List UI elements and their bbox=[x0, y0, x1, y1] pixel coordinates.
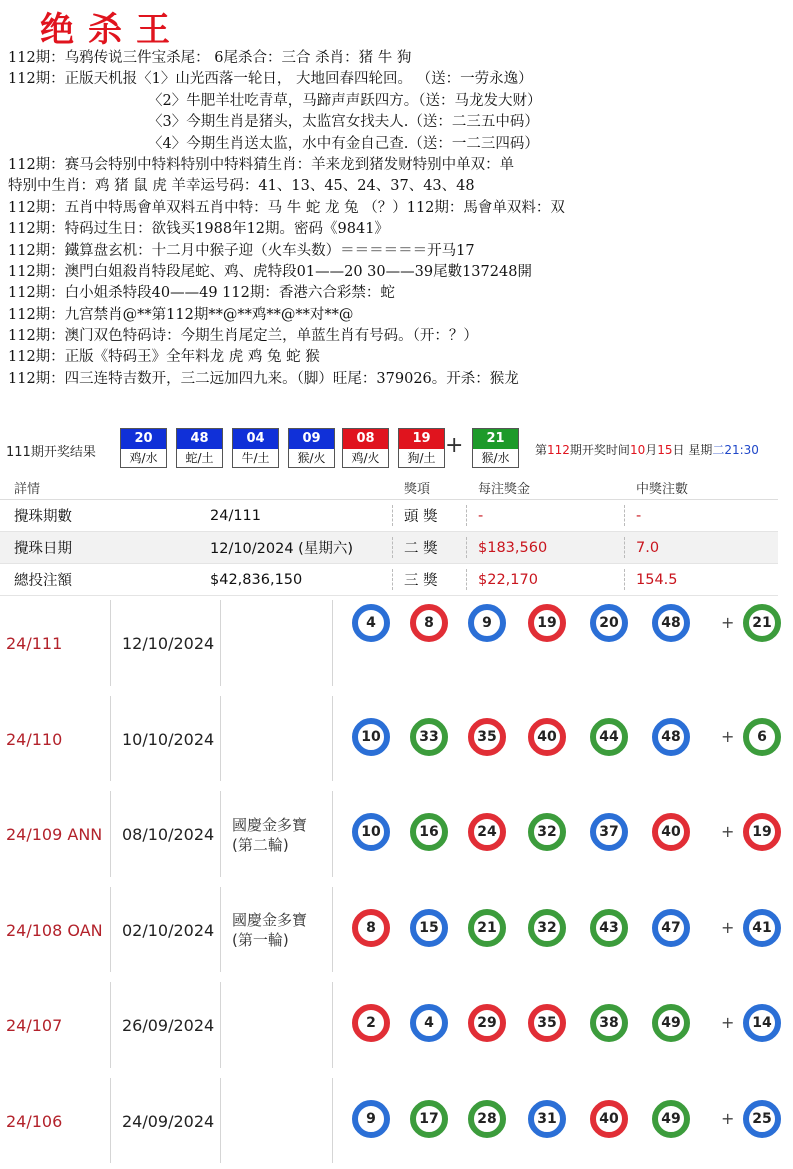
next-draw-period: 112 bbox=[547, 443, 570, 457]
lottery-ball bbox=[410, 718, 448, 756]
result-ball bbox=[288, 428, 335, 468]
column-divider bbox=[220, 791, 221, 877]
draw-results-list bbox=[0, 596, 793, 1169]
column-divider bbox=[624, 569, 626, 590]
result-ball bbox=[342, 428, 389, 468]
next-draw-month-unit: 月 bbox=[645, 443, 657, 457]
column-divider bbox=[466, 569, 468, 590]
special-ball bbox=[743, 1004, 781, 1042]
special-ball-number: 21 bbox=[750, 611, 774, 635]
lottery-ball-number: 28 bbox=[475, 1107, 499, 1131]
column-divider bbox=[332, 887, 333, 973]
result-ball bbox=[120, 428, 167, 468]
prize-winners: 7.0 bbox=[636, 532, 659, 563]
lottery-ball bbox=[410, 1100, 448, 1138]
next-draw-weekday: 二 bbox=[712, 443, 724, 457]
prediction-line: 112期：正版《特码王》全年料龙 虎 鸡 兔 蛇 猴 bbox=[8, 347, 788, 368]
lottery-ball bbox=[352, 1100, 390, 1138]
lottery-ball bbox=[590, 813, 628, 851]
prize-row-label: 攪珠日期 bbox=[14, 532, 72, 563]
prize-row bbox=[0, 532, 778, 564]
draw-row bbox=[0, 978, 793, 1074]
column-divider bbox=[466, 537, 468, 558]
result-special-ball bbox=[472, 428, 519, 468]
lottery-ball bbox=[652, 1100, 690, 1138]
next-draw-month: 10 bbox=[630, 443, 645, 457]
lottery-ball bbox=[468, 909, 506, 947]
column-divider bbox=[110, 1078, 111, 1164]
lottery-ball-number: 48 bbox=[659, 611, 683, 635]
result-ball-zodiac: 牛/土 bbox=[233, 449, 278, 467]
lottery-ball-number: 40 bbox=[659, 820, 683, 844]
draw-date: 26/09/2024 bbox=[122, 978, 214, 1074]
next-draw-day-unit: 日 星期 bbox=[673, 443, 713, 457]
prize-amount: $22,170 bbox=[478, 564, 538, 595]
prize-winners: 154.5 bbox=[636, 564, 678, 595]
lottery-ball-number: 4 bbox=[359, 611, 383, 635]
plus-sign: + bbox=[721, 1109, 734, 1128]
prize-table-header bbox=[0, 475, 778, 500]
column-divider bbox=[220, 1078, 221, 1164]
column-divider bbox=[624, 505, 626, 526]
result-ball-number: 20 bbox=[121, 429, 166, 449]
draw-id: 24/108 OAN bbox=[6, 883, 103, 979]
draw-id: 24/107 bbox=[6, 978, 62, 1074]
lottery-ball bbox=[410, 813, 448, 851]
lottery-ball bbox=[528, 813, 566, 851]
special-ball bbox=[743, 909, 781, 947]
plus-sign: + bbox=[721, 727, 734, 746]
lottery-ball-number: 8 bbox=[417, 611, 441, 635]
lottery-ball-number: 35 bbox=[535, 1011, 559, 1035]
lottery-ball-number: 40 bbox=[597, 1107, 621, 1131]
lottery-ball-number: 4 bbox=[417, 1011, 441, 1035]
result-ball-number: 04 bbox=[233, 429, 278, 449]
next-draw-day: 15 bbox=[657, 443, 672, 457]
result-ball bbox=[176, 428, 223, 468]
plus-sign: + bbox=[721, 822, 734, 841]
lottery-ball bbox=[652, 1004, 690, 1042]
lottery-ball-number: 16 bbox=[417, 820, 441, 844]
lottery-ball-number: 47 bbox=[659, 916, 683, 940]
draw-row bbox=[0, 787, 793, 883]
lottery-ball-number: 19 bbox=[535, 611, 559, 635]
lottery-ball bbox=[652, 909, 690, 947]
prize-amount: $183,560 bbox=[478, 532, 547, 563]
prediction-line: 112期：九宫禁肖@**第112期**@**鸡**@**对**@ bbox=[8, 305, 788, 326]
result-ball bbox=[398, 428, 445, 468]
prediction-line: 112期：特码过生日：欲钱买1988年12期。密码《9841》 bbox=[8, 219, 788, 240]
lottery-ball-number: 31 bbox=[535, 1107, 559, 1131]
result-ball-number: 48 bbox=[177, 429, 222, 449]
result-ball-number: 09 bbox=[289, 429, 334, 449]
draw-id: 24/106 bbox=[6, 1074, 62, 1169]
lottery-ball bbox=[590, 1004, 628, 1042]
lottery-ball-number: 38 bbox=[597, 1011, 621, 1035]
column-divider bbox=[466, 505, 468, 526]
prediction-line: 特别中生肖：鸡 猪 鼠 虎 羊幸运号码：41、13、45、24、37、43、48 bbox=[8, 176, 788, 197]
lottery-ball bbox=[352, 604, 390, 642]
lottery-ball bbox=[590, 909, 628, 947]
column-divider bbox=[392, 537, 394, 558]
special-ball-number: 14 bbox=[750, 1011, 774, 1035]
lottery-ball-number: 10 bbox=[359, 725, 383, 749]
column-divider bbox=[110, 887, 111, 973]
lottery-ball-number: 8 bbox=[359, 916, 383, 940]
result-ball-zodiac: 鸡/水 bbox=[121, 449, 166, 467]
prediction-line: 〈4〉今期生肖送太监，水中有金自己查.（送：一二三四码） bbox=[8, 134, 788, 155]
lottery-ball bbox=[652, 604, 690, 642]
column-divider bbox=[332, 1078, 333, 1164]
plus-sign: + bbox=[721, 613, 734, 632]
header-amount: 每注獎金 bbox=[478, 475, 530, 499]
result-ball-number: 08 bbox=[343, 429, 388, 449]
column-divider bbox=[392, 505, 394, 526]
draw-date: 12/10/2024 bbox=[122, 596, 214, 692]
column-divider bbox=[332, 696, 333, 782]
plus-sign: + bbox=[445, 433, 463, 458]
column-divider bbox=[110, 982, 111, 1068]
lottery-ball-number: 15 bbox=[417, 916, 441, 940]
next-draw-text: 期开奖时间 bbox=[570, 443, 630, 457]
draw-date: 10/10/2024 bbox=[122, 692, 214, 788]
result-bar bbox=[0, 427, 793, 472]
prize-winners: - bbox=[636, 500, 641, 531]
draw-row bbox=[0, 692, 793, 788]
lottery-ball-number: 20 bbox=[597, 611, 621, 635]
header-winners: 中獎注數 bbox=[636, 475, 688, 499]
prize-tier: 三 獎 bbox=[404, 564, 438, 595]
draw-id: 24/111 bbox=[6, 596, 62, 692]
plus-sign: + bbox=[721, 918, 734, 937]
column-divider bbox=[110, 696, 111, 782]
result-ball-number: 19 bbox=[399, 429, 444, 449]
prize-row-label: 攪珠期數 bbox=[14, 500, 72, 531]
lottery-ball-number: 24 bbox=[475, 820, 499, 844]
lottery-ball bbox=[468, 1004, 506, 1042]
lottery-ball bbox=[528, 1100, 566, 1138]
plus-sign: + bbox=[721, 1013, 734, 1032]
lottery-ball bbox=[352, 718, 390, 756]
header-details: 詳情 bbox=[14, 475, 40, 499]
prize-table bbox=[0, 475, 778, 596]
lottery-ball-number: 49 bbox=[659, 1011, 683, 1035]
result-ball-zodiac: 猴/火 bbox=[289, 449, 334, 467]
prize-amount: - bbox=[478, 500, 483, 531]
lottery-ball-number: 2 bbox=[359, 1011, 383, 1035]
result-ball-zodiac: 蛇/土 bbox=[177, 449, 222, 467]
prize-row bbox=[0, 500, 778, 532]
lottery-ball bbox=[528, 718, 566, 756]
lottery-ball-number: 32 bbox=[535, 916, 559, 940]
special-ball-number: 41 bbox=[750, 916, 774, 940]
lottery-ball-number: 10 bbox=[359, 820, 383, 844]
prediction-line: 112期：乌鸦传说三件宝杀尾： 6尾杀合：三合 杀肖：猪 牛 狗 bbox=[8, 48, 788, 69]
lottery-ball-number: 40 bbox=[535, 725, 559, 749]
special-ball bbox=[743, 604, 781, 642]
lottery-ball bbox=[468, 604, 506, 642]
column-divider bbox=[392, 569, 394, 590]
special-ball-number: 6 bbox=[750, 725, 774, 749]
column-divider bbox=[220, 600, 221, 686]
draw-date: 02/10/2024 bbox=[122, 883, 214, 979]
prediction-line: 112期：澳門白姐殺肖特段尾蛇、鸡、虎特段01——20 30——39尾數137248開 bbox=[8, 262, 788, 283]
lottery-ball-number: 43 bbox=[597, 916, 621, 940]
column-divider bbox=[220, 887, 221, 973]
draw-name: 國慶金多寶 (第一輪) bbox=[232, 883, 307, 979]
draw-name: 國慶金多寶 (第二輪) bbox=[232, 787, 307, 883]
prize-tier: 二 獎 bbox=[404, 532, 438, 563]
prediction-line: 112期：赛马会特别中特料特别中特料猜生肖：羊来龙到猪发财特别中单双：单 bbox=[8, 155, 788, 176]
special-ball-number: 19 bbox=[750, 820, 774, 844]
prize-row-label: 總投注額 bbox=[14, 564, 72, 595]
column-divider bbox=[332, 982, 333, 1068]
result-special-zodiac: 猴/水 bbox=[473, 449, 518, 467]
lottery-ball-number: 37 bbox=[597, 820, 621, 844]
draw-row bbox=[0, 596, 793, 692]
draw-date: 08/10/2024 bbox=[122, 787, 214, 883]
next-draw-prefix: 第 bbox=[535, 443, 547, 457]
draw-id: 24/110 bbox=[6, 692, 62, 788]
special-ball bbox=[743, 1100, 781, 1138]
draw-date: 24/09/2024 bbox=[122, 1074, 214, 1169]
prediction-line: 112期：四三连特吉数开，三二远加四九来。（脚）旺尾：379026。开杀：猴龙 bbox=[8, 369, 788, 390]
prize-row-value: $42,836,150 bbox=[210, 564, 302, 595]
result-bar-label: 111期开奖结果 bbox=[6, 441, 96, 460]
page-title: 绝杀王 bbox=[40, 2, 184, 51]
prediction-line: 112期：澳门双色特码诗：今期生肖尾定兰，单蓝生肖有号码。（开：？） bbox=[8, 326, 788, 347]
prediction-lines bbox=[8, 48, 788, 390]
prize-row bbox=[0, 564, 778, 596]
column-divider bbox=[220, 982, 221, 1068]
column-divider bbox=[110, 791, 111, 877]
lottery-ball bbox=[410, 1004, 448, 1042]
lottery-ball bbox=[410, 604, 448, 642]
lottery-ball-number: 9 bbox=[359, 1107, 383, 1131]
lottery-ball bbox=[352, 1004, 390, 1042]
lottery-ball bbox=[352, 813, 390, 851]
column-divider bbox=[110, 600, 111, 686]
lottery-ball bbox=[590, 1100, 628, 1138]
result-ball-zodiac: 鸡/火 bbox=[343, 449, 388, 467]
prediction-line: 112期：五肖中特馬會单双料五肖中特：马 牛 蛇 龙 兔 （？）112期：馬會单双料：双 bbox=[8, 198, 788, 219]
draw-row bbox=[0, 1074, 793, 1169]
lottery-ball bbox=[468, 1100, 506, 1138]
lottery-ball bbox=[652, 718, 690, 756]
lottery-ball-number: 48 bbox=[659, 725, 683, 749]
lottery-ball bbox=[590, 718, 628, 756]
lottery-ball-number: 49 bbox=[659, 1107, 683, 1131]
lottery-ball-number: 29 bbox=[475, 1011, 499, 1035]
lottery-ball bbox=[652, 813, 690, 851]
next-draw-time: 21:30 bbox=[724, 443, 759, 457]
draw-id: 24/109 ANN bbox=[6, 787, 102, 883]
lottery-ball-number: 44 bbox=[597, 725, 621, 749]
prize-row-value: 24/111 bbox=[210, 500, 261, 531]
lottery-ball bbox=[468, 813, 506, 851]
lottery-ball bbox=[528, 1004, 566, 1042]
prediction-line: 〈3〉今期生肖是猪头，太监宫女找夫人.（送：二三五中码） bbox=[8, 112, 788, 133]
prediction-line: 〈2〉牛肥羊壮吃青草，马蹄声声跃四方。（送：马龙发大财） bbox=[8, 91, 788, 112]
prize-row-value: 12/10/2024 (星期六) bbox=[210, 532, 353, 563]
lottery-ball bbox=[468, 718, 506, 756]
lottery-ball-number: 17 bbox=[417, 1107, 441, 1131]
special-ball bbox=[743, 718, 781, 756]
special-ball bbox=[743, 813, 781, 851]
result-ball-zodiac: 狗/土 bbox=[399, 449, 444, 467]
column-divider bbox=[220, 696, 221, 782]
prediction-line: 112期：鐵算盘玄机：十二月中猴子迎（火车头数）＝＝＝＝＝＝开马17 bbox=[8, 241, 788, 262]
header-tier: 獎項 bbox=[404, 475, 430, 499]
lottery-ball bbox=[410, 909, 448, 947]
next-draw-info bbox=[535, 441, 759, 458]
prediction-line: 112期：白小姐杀特段40——49 112期：香港六合彩禁：蛇 bbox=[8, 283, 788, 304]
column-divider bbox=[332, 600, 333, 686]
prediction-line: 112期：正版天机报〈1〉山光西落一轮日， 大地回春四轮回。 （送：一劳永逸） bbox=[8, 69, 788, 90]
special-ball-number: 25 bbox=[750, 1107, 774, 1131]
lottery-ball bbox=[590, 604, 628, 642]
lottery-ball bbox=[352, 909, 390, 947]
lottery-ball-number: 35 bbox=[475, 725, 499, 749]
draw-row bbox=[0, 883, 793, 979]
prize-tier: 頭 獎 bbox=[404, 500, 438, 531]
lottery-ball-number: 32 bbox=[535, 820, 559, 844]
column-divider bbox=[332, 791, 333, 877]
lottery-ball-number: 21 bbox=[475, 916, 499, 940]
result-special-number: 21 bbox=[473, 429, 518, 449]
result-ball bbox=[232, 428, 279, 468]
lottery-ball-number: 9 bbox=[475, 611, 499, 635]
column-divider bbox=[624, 537, 626, 558]
lottery-ball-number: 33 bbox=[417, 725, 441, 749]
lottery-ball bbox=[528, 604, 566, 642]
lottery-ball bbox=[528, 909, 566, 947]
